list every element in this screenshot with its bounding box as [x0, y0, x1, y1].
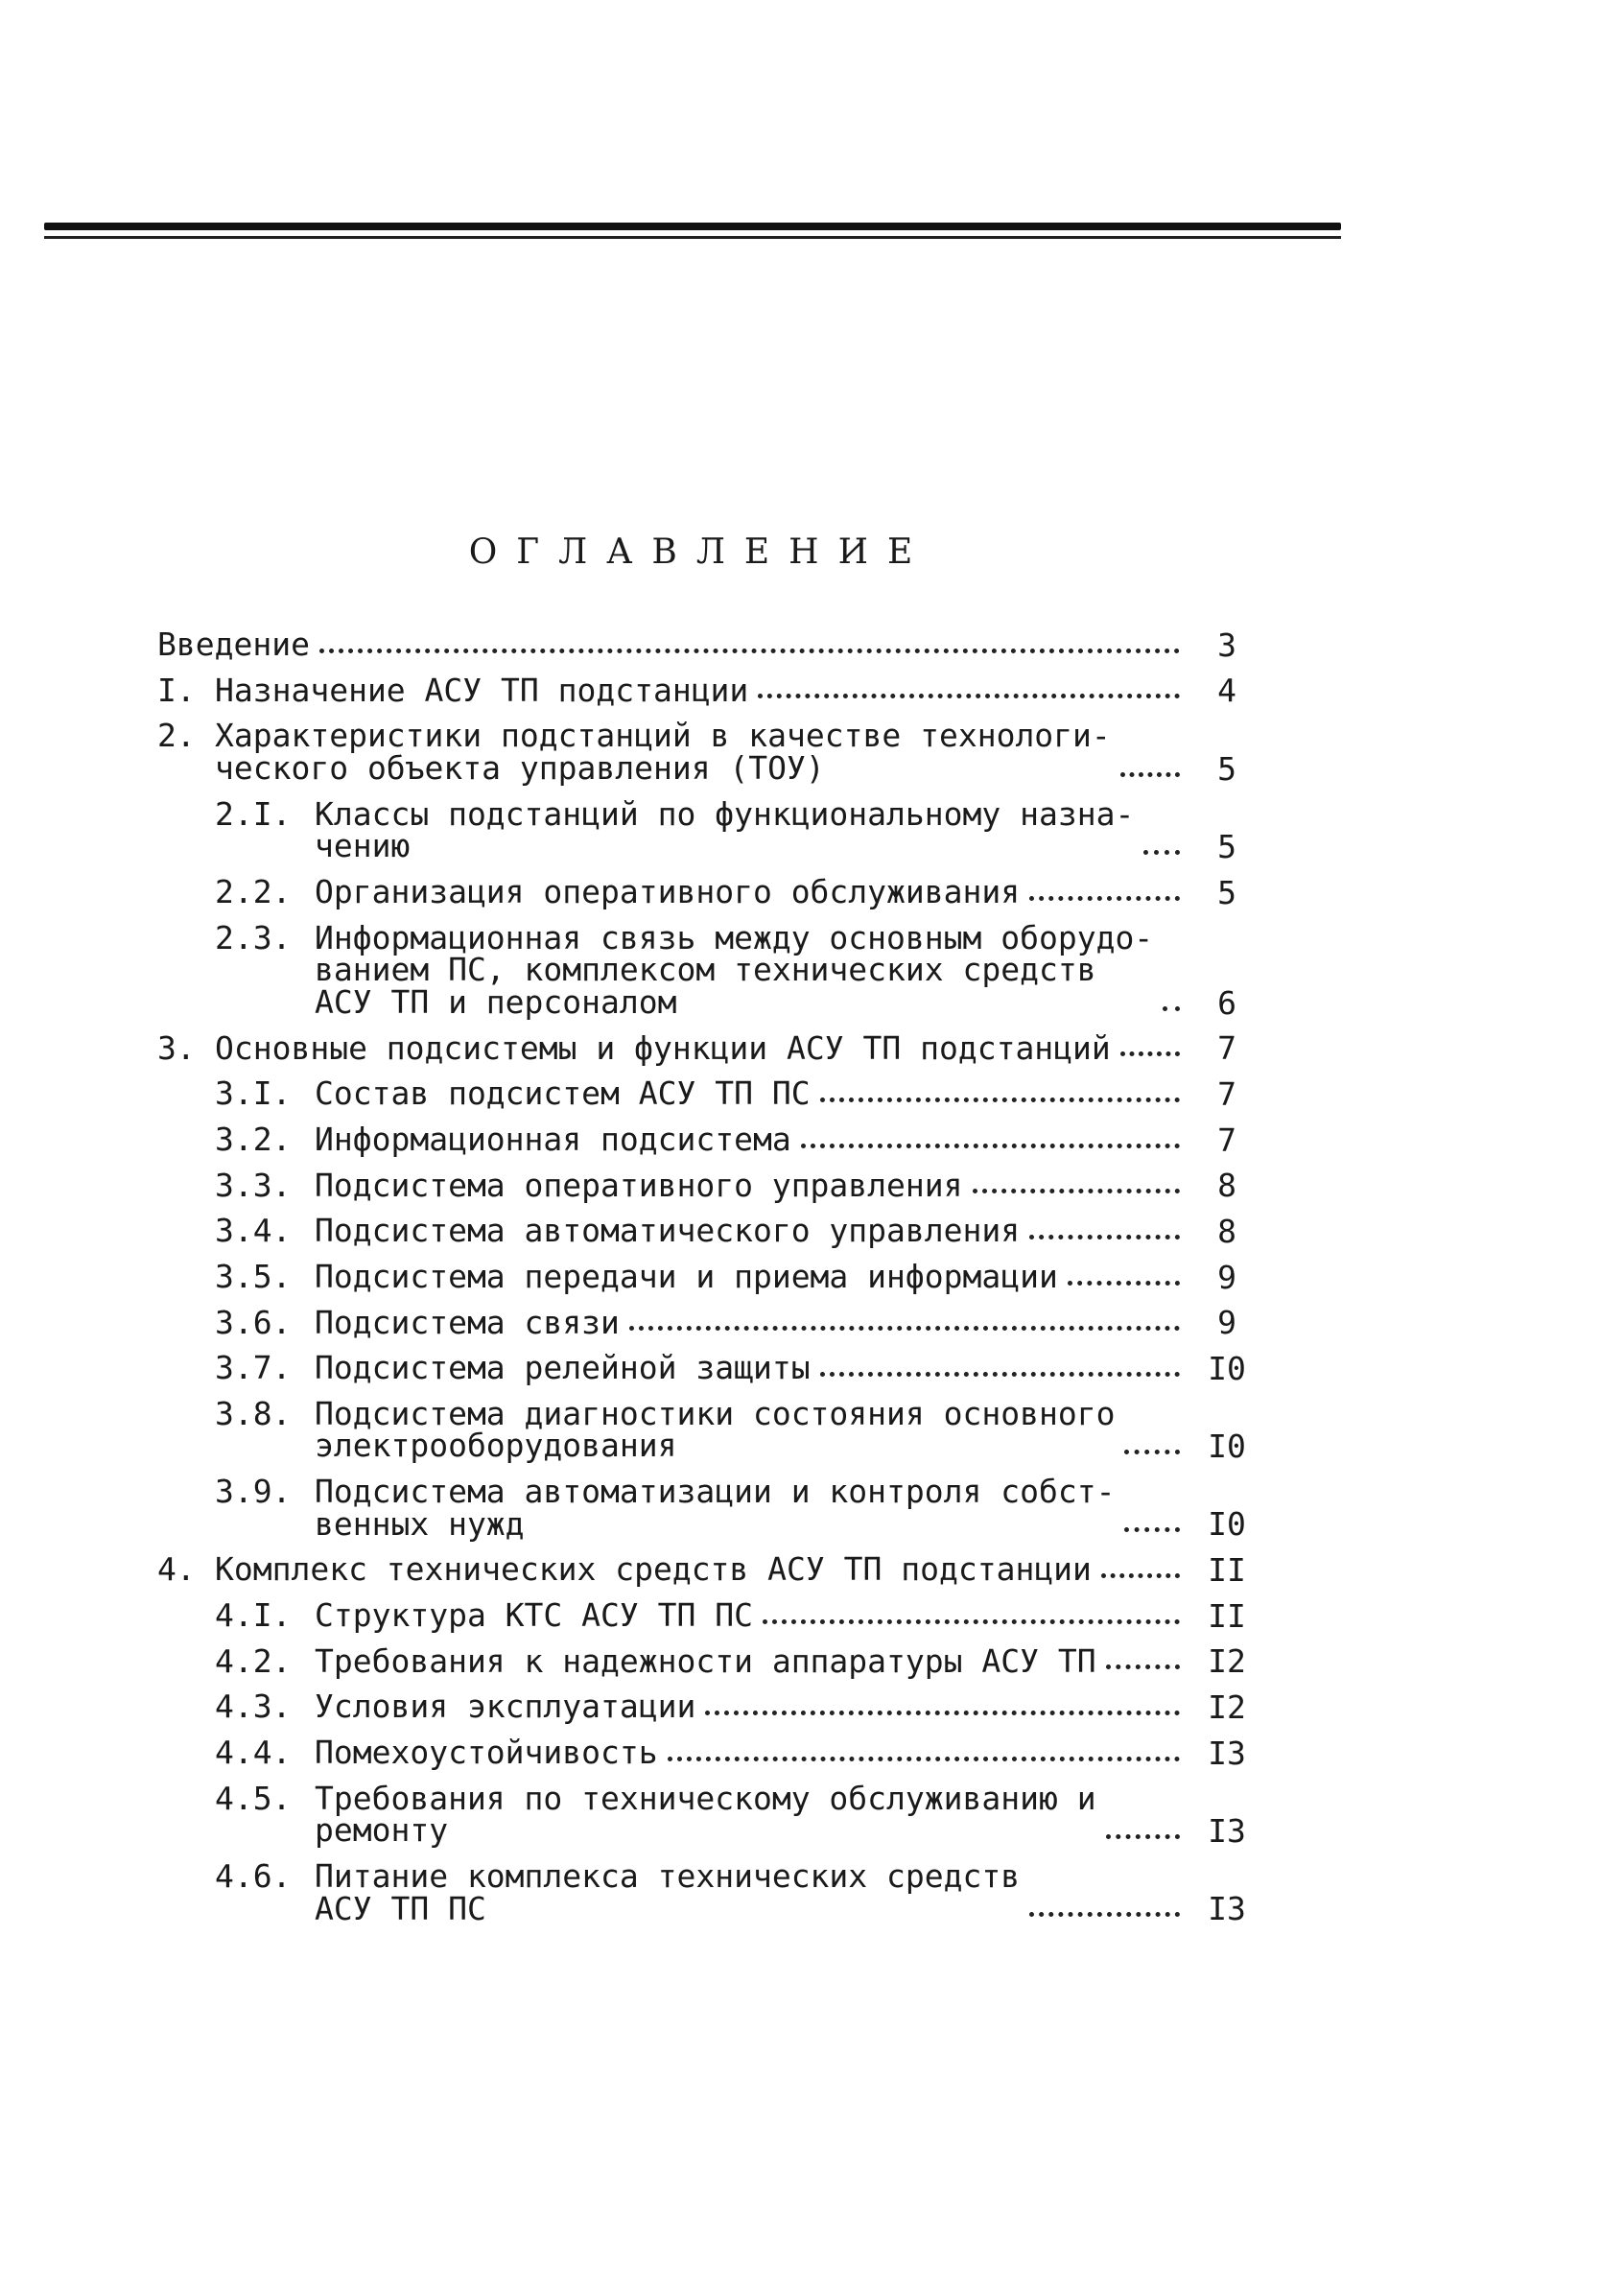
toc-entry-page: 8 [1217, 1212, 1236, 1250]
toc-entry[interactable] [157, 1120, 1260, 1159]
toc-entry-body [315, 1473, 1260, 1544]
toc-entry[interactable] [157, 1074, 1260, 1113]
dot-leader [705, 1711, 1180, 1715]
toc-entry[interactable] [157, 1028, 1260, 1068]
dot-leader [1029, 896, 1180, 901]
toc-entry-title: Введение [157, 626, 310, 663]
toc-entry-body [315, 1212, 1260, 1250]
toc-entry[interactable] [157, 794, 1260, 865]
dot-leader [820, 1372, 1180, 1377]
dot-leader [1106, 1834, 1180, 1839]
toc-entry[interactable] [157, 1303, 1260, 1342]
toc-entry[interactable] [157, 626, 1260, 664]
toc-entry-title: Информационная подсистема [315, 1120, 791, 1158]
toc-entry-number: 3.2. [215, 1120, 292, 1158]
toc-entry[interactable] [157, 1857, 1260, 1928]
toc-entry-number: 4.4. [215, 1734, 292, 1772]
toc-entry-number: 3.9. [215, 1473, 292, 1511]
toc-entry-number: 4.I. [215, 1596, 292, 1635]
toc-entry-page: II [1208, 1551, 1246, 1590]
toc-entry-title: Комплекс технических средств АСУ ТП подстанции [215, 1550, 1092, 1589]
toc-entry[interactable] [157, 1688, 1260, 1727]
dot-leader [1106, 1664, 1180, 1669]
dot-leader [1029, 1235, 1180, 1239]
toc-entry-body [315, 1596, 1260, 1635]
toc-entry-page: I3 [1208, 1734, 1246, 1772]
toc-entry-body [315, 1257, 1260, 1296]
toc-entry-title: Информационная связь между основным оборудо- ванием ПС, комплексом технических средств АСУ ТП и персоналом [315, 918, 1154, 1021]
toc-entry-number: 3.7. [215, 1349, 292, 1387]
toc-entry-title: Помехоустойчивость [315, 1734, 658, 1772]
toc-entry-page: 6 [1217, 983, 1236, 1022]
dot-leader [1143, 850, 1180, 855]
dot-leader [1101, 1573, 1180, 1578]
toc-entry-title: Требования по техническому обслуживанию и ремонту [315, 1779, 1096, 1850]
toc-entry-number: I. [157, 671, 196, 709]
toc-entry-number: 4.3. [215, 1688, 292, 1726]
dot-leader [1163, 1006, 1180, 1011]
toc-entry[interactable] [157, 1394, 1260, 1466]
toc-entry-body [315, 918, 1260, 1022]
toc-entry-body [315, 872, 1260, 911]
toc-entry-number: 4.2. [215, 1641, 292, 1680]
toc-entry-number: 4. [157, 1550, 196, 1589]
dot-leader [319, 649, 1180, 653]
toc-entry-title: Состав подсистем АСУ ТП ПС [315, 1074, 811, 1113]
toc-entry-body [215, 717, 1260, 788]
toc-entry-body [315, 1394, 1260, 1466]
toc-entry[interactable] [157, 717, 1260, 788]
toc-entry-page: 3 [1217, 626, 1236, 664]
toc-entry[interactable] [157, 1473, 1260, 1544]
toc-entry-title: Условия эксплуатации [315, 1688, 696, 1726]
toc-entry-page: I2 [1208, 1688, 1246, 1727]
toc-entry-body [215, 671, 1260, 710]
toc-entry-number: 4.5. [215, 1779, 292, 1817]
toc-entry-page: I3 [1208, 1812, 1246, 1851]
toc-entry-number: 3.4. [215, 1212, 292, 1250]
toc-entry-body [215, 1028, 1260, 1068]
toc-entry-title: Организация оперативного обслуживания [315, 872, 1021, 910]
toc-entry-title: Назначение АСУ ТП подстанции [215, 671, 749, 709]
toc-entry-number: 3.6. [215, 1303, 292, 1341]
dot-leader [1120, 772, 1180, 777]
toc-entry-number: 4.6. [215, 1857, 292, 1896]
toc-entry-body [315, 1688, 1260, 1727]
dot-leader [629, 1326, 1180, 1331]
toc-entry-title: Подсистема диагностики состояния основного электрооборудования [315, 1394, 1116, 1465]
header-rule-thin [44, 236, 1341, 239]
toc-entry-number: 3. [157, 1028, 196, 1067]
toc-title: ОГЛАВЛЕНИЕ [468, 532, 932, 572]
dot-leader [1029, 1912, 1180, 1917]
toc-entry[interactable] [157, 1349, 1260, 1387]
toc-entry-page: 8 [1217, 1167, 1236, 1205]
toc-entry-body [315, 1641, 1260, 1681]
toc-entry-page: I2 [1208, 1642, 1246, 1681]
toc-entry-number: 3.3. [215, 1166, 292, 1204]
toc-entry-title: Подсистема оперативного управления [315, 1166, 963, 1204]
toc-entry[interactable] [157, 1734, 1260, 1772]
toc-entry-body [315, 1166, 1260, 1205]
toc-entry-body [315, 1074, 1260, 1113]
toc-entry-page: 7 [1217, 1074, 1236, 1113]
dot-leader [1124, 1450, 1180, 1454]
toc-entry[interactable] [157, 1641, 1260, 1681]
toc-entry-title: Подсистема передачи и приема информации [315, 1257, 1058, 1295]
toc-entry[interactable] [157, 1596, 1260, 1635]
dot-leader [1120, 1051, 1180, 1056]
toc-entry-number: 2.I. [215, 794, 292, 833]
toc-entry-title: Классы подстанций по функциональному назна- чению [315, 794, 1135, 865]
toc-entry-page: 5 [1217, 827, 1236, 865]
toc-entry-body [215, 1550, 1260, 1590]
toc-entry-number: 2. [157, 717, 196, 755]
toc-entry-number: 3.5. [215, 1257, 292, 1295]
toc-entry-page: 4 [1217, 672, 1236, 710]
toc-entry-page: 7 [1217, 1121, 1236, 1159]
toc-entry-body [315, 794, 1260, 865]
toc-entry-body [315, 1779, 1260, 1851]
table-of-contents [157, 628, 1260, 1938]
toc-entry[interactable] [157, 1779, 1260, 1851]
dot-leader [820, 1098, 1180, 1102]
toc-entry-title: Питание комплекса технических средств АСУ ТП ПС [315, 1857, 1021, 1927]
dot-leader [668, 1757, 1180, 1761]
toc-entry[interactable] [157, 918, 1260, 1022]
toc-entry-body [315, 1303, 1260, 1342]
toc-entry-page: 5 [1217, 873, 1236, 911]
toc-entry[interactable] [157, 1550, 1260, 1590]
toc-entry-title: Подсистема связи [315, 1303, 620, 1341]
toc-entry-page: 9 [1217, 1304, 1236, 1342]
toc-entry-number: 3.8. [215, 1394, 292, 1432]
dot-leader [758, 694, 1180, 698]
toc-entry-body [315, 1734, 1260, 1772]
dot-leader [763, 1619, 1180, 1624]
toc-entry-number: 2.3. [215, 918, 292, 956]
toc-entry-body [315, 1120, 1260, 1159]
toc-entry-page: I0 [1208, 1349, 1246, 1387]
dot-leader [1068, 1281, 1180, 1286]
toc-entry-title: Подсистема автоматического управления [315, 1212, 1021, 1250]
header-rule-thick [44, 223, 1341, 230]
toc-entry-body [157, 626, 1260, 664]
toc-entry-number: 3.I. [215, 1074, 292, 1113]
header-rule [44, 223, 1341, 246]
toc-entry[interactable] [157, 1212, 1260, 1250]
toc-entry-title: Характеристики подстанций в качестве технологи- ческого объекта управления (ТОУ) [215, 717, 1111, 787]
toc-entry-title: Структура КТС АСУ ТП ПС [315, 1596, 753, 1635]
toc-entry-page: 5 [1217, 749, 1236, 788]
toc-entry[interactable] [157, 1257, 1260, 1296]
toc-entry[interactable] [157, 872, 1260, 911]
toc-entry[interactable] [157, 1166, 1260, 1205]
toc-entry-body [315, 1857, 1260, 1928]
toc-entry-page: I3 [1208, 1890, 1246, 1928]
dot-leader [801, 1144, 1180, 1148]
toc-entry[interactable] [157, 671, 1260, 710]
toc-entry-page: II [1208, 1596, 1246, 1635]
toc-entry-title: Требования к надежности аппаратуры АСУ ТП [315, 1641, 1096, 1680]
toc-entry-page: I0 [1208, 1505, 1246, 1544]
toc-entry-page: 7 [1217, 1029, 1236, 1068]
toc-entry-number: 2.2. [215, 872, 292, 910]
toc-entry-page: 9 [1217, 1258, 1236, 1296]
toc-entry-title: Основные подсистемы и функции АСУ ТП подстанций [215, 1028, 1111, 1067]
dot-leader [973, 1189, 1180, 1193]
toc-entry-title: Подсистема релейной защиты [315, 1349, 811, 1387]
toc-entry-page: I0 [1208, 1428, 1246, 1466]
toc-entry-title: Подсистема автоматизации и контроля собст- венных нужд [315, 1473, 1116, 1543]
dot-leader [1124, 1527, 1180, 1532]
toc-entry-body [315, 1349, 1260, 1387]
